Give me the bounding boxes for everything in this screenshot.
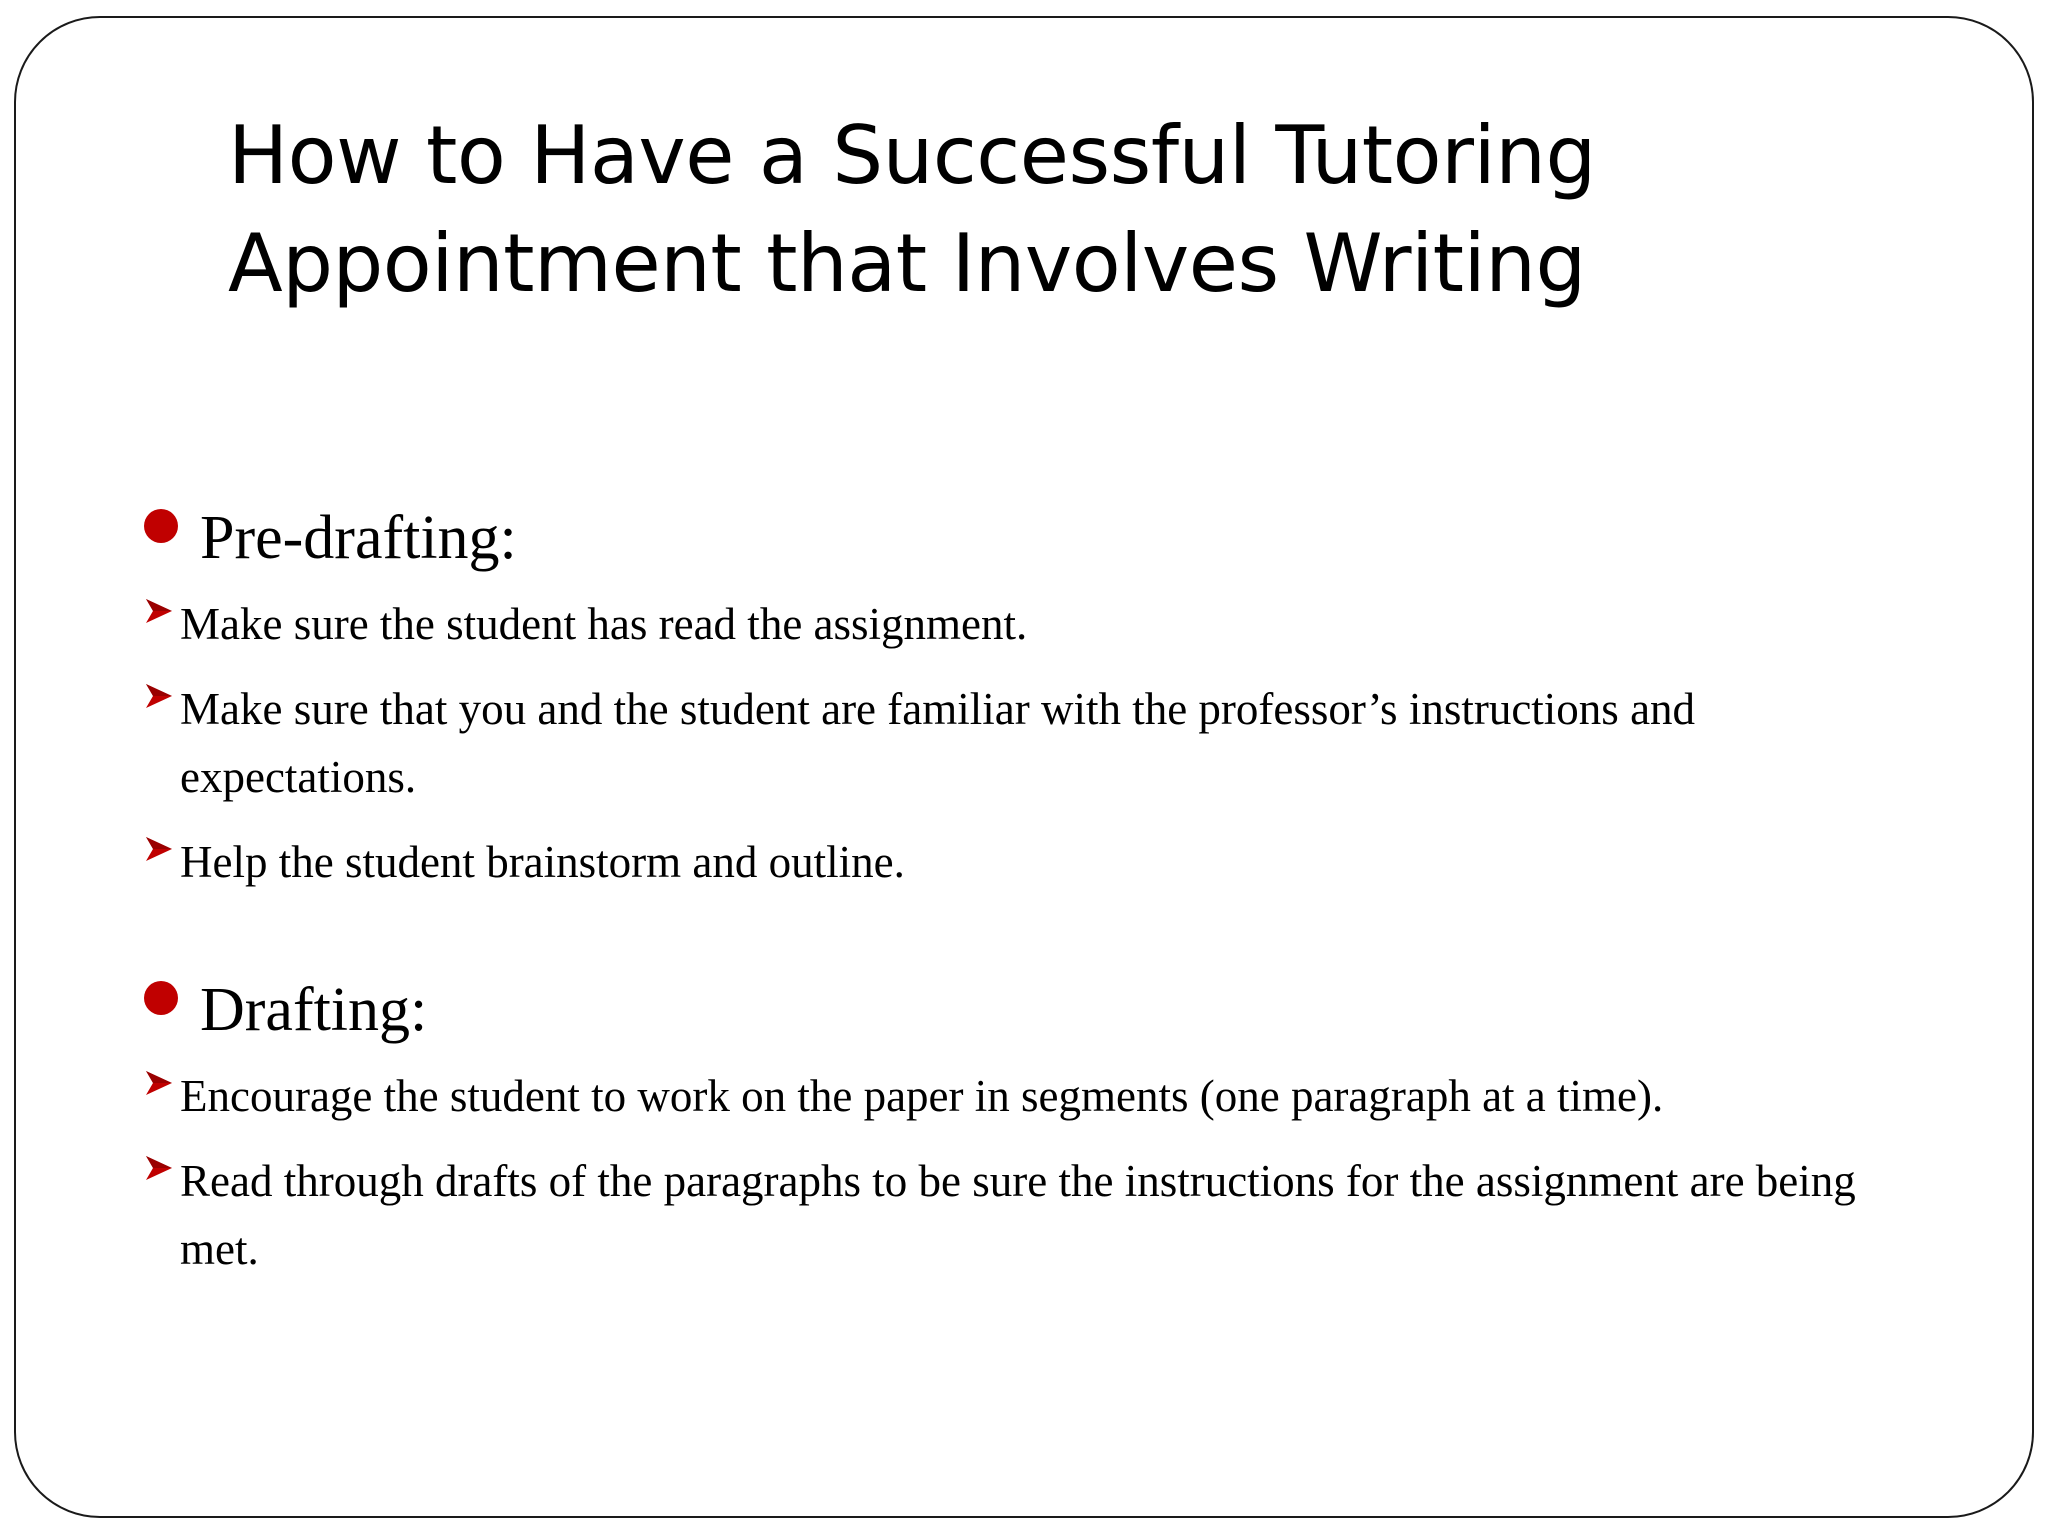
list-item-text: Read through drafts of the paragraphs to be sure the instructions for the assignment are being met. [180, 1156, 1856, 1274]
list-item [142, 1147, 1942, 1283]
list-item-text: Help the student brainstorm and outline. [180, 837, 905, 887]
arrowhead-bullet-icon [142, 828, 180, 896]
section-heading-label: Drafting: [200, 976, 428, 1044]
section-heading [142, 960, 1942, 1060]
list-item-text: Make sure the student has read the assignment. [180, 599, 1028, 649]
list-item [142, 590, 1942, 658]
section-heading-label: Pre-drafting: [200, 504, 517, 572]
arrowhead-bullet-icon [142, 1062, 180, 1130]
bullet-list [142, 590, 1942, 896]
arrowhead-bullet-icon [142, 675, 180, 743]
list-item-text: Make sure that you and the student are familiar with the professor’s instructions and expectations. [180, 684, 1696, 802]
section-heading [142, 488, 1942, 588]
slide-title [228, 102, 1868, 318]
section-pre-drafting [142, 488, 1942, 896]
slide-body [142, 488, 1942, 1300]
red-circle-bullet-icon [144, 509, 178, 543]
bullet-list [142, 1062, 1942, 1283]
list-item [142, 1062, 1942, 1130]
section-drafting [142, 960, 1942, 1283]
list-item-text: Encourage the student to work on the paper in segments (one paragraph at a time). [180, 1071, 1664, 1121]
slide-frame [14, 16, 2034, 1518]
list-item [142, 675, 1942, 811]
slide-title-line-1: How to Have a Successful Tutoring [228, 109, 1596, 202]
red-circle-bullet-icon [144, 981, 178, 1015]
list-item [142, 828, 1942, 896]
slide-title-line-2: Appointment that Involves Writing [228, 217, 1586, 310]
arrowhead-bullet-icon [142, 590, 180, 658]
arrowhead-bullet-icon [142, 1147, 180, 1215]
